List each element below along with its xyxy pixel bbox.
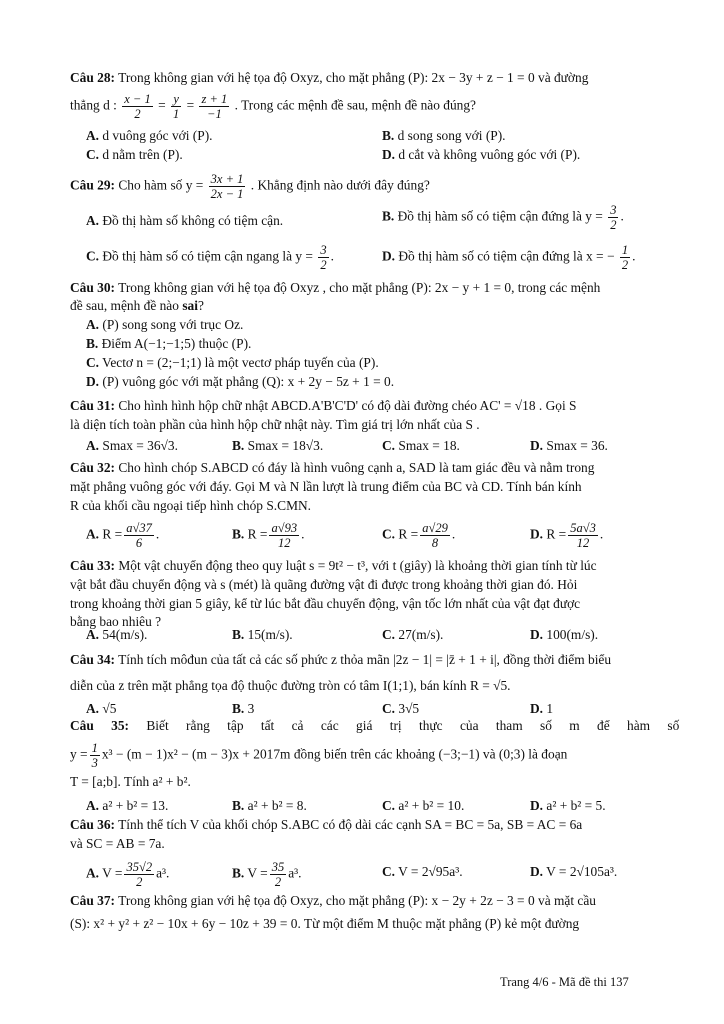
q34-option-c: C. 3√5 [382,701,420,716]
q36-option-c: C. V = 2√95a³. [382,864,463,879]
q28-label: Câu 28: [70,70,116,85]
q35-option-b: B. a² + b² = 8. [232,798,307,813]
q34-option-d: D. 1 [530,701,554,716]
q28-frac2: $\frac{y}{1}$ [172,92,180,121]
q31-option-d: D. Smax = 36. [530,438,608,453]
q31-label: Câu 31: [70,398,116,413]
q32-option-a: A. R = $\frac{a√37}{6}$ . [86,521,160,550]
q30-line2: đề sau, mệnh đề nào sai? [70,298,204,313]
q28-line1 [70,68,656,87]
q35-label: Câu 35: [70,718,130,733]
q31-line2: là diện tích toàn phần của hình hộp chữ nhật này. Tìm giá trị lớn nhất của S . [70,417,480,432]
q36-option-b: B. V = $\frac{35}{2}$ a³. [232,860,302,889]
q35-line2: y = $\frac{1}{3}$ x³ − (m − 1)x² − (m − 3)x + 2017m đồng biến trên các khoảng (−3;−1) và (0;3) là đoạn [70,741,568,770]
q35-option-a: A. a² + b² = 13. [86,798,169,813]
q34-line1: Câu 34: Tính tích môđun của tất cả các số phức z thỏa mãn |2z − 1| = |z̄ + 1 + i|, đồng thời điểm biểu [70,652,612,667]
q30-option-c: C. Vectơ n = (2;−1;1) là một vectơ pháp tuyến của (P). [86,355,379,370]
q28-option-c: C. d nằm trên (P). [86,147,183,162]
q35-line1: Câu 35: Biết rằng tập tất cả các giá trị thực của tham số m để hàm số [70,718,680,733]
q33-option-c: C. 27(m/s). [382,627,444,642]
q36-option-d: D. V = 2√105a³. [530,864,618,879]
q36-label: Câu 36: [70,817,116,832]
q29-label: Câu 29: [70,177,116,193]
q32-line1: Câu 32: Cho hình chóp S.ABCD có đáy là hình vuông cạnh a, SAD là tam giác đều và nằm trong [70,460,595,475]
q32-label: Câu 32: [70,460,116,475]
q36-option-a: A. V = $\frac{35√2}{2}$ a³. [86,860,170,889]
q36-line1: Câu 36: Tính thể tích V của khối chóp S.ABC có độ dài các cạnh SA = BC = 5a, SB = AC = 6a [70,817,583,832]
q31-option-b: B. Smax = 18√3. [232,438,324,453]
q35-option-d: D. a² + b² = 5. [530,798,606,813]
q36-line2: và SC = AB = 7a. [70,836,165,851]
q31-option-c: C. Smax = 18. [382,438,460,453]
q28-frac1: $\frac{x - 1}{2}$ [124,92,151,121]
q31-line1: Câu 31: Cho hình hình hộp chữ nhật ABCD.A'B'C'D' có độ dài đường chéo AC' = √18 . Gọi S [70,398,577,413]
q33-label: Câu 33: [70,558,116,573]
q33-line1: Câu 33: Một vật chuyển động theo quy luật s = 9t² − t³, với t (giây) là khoảng thời gian tính từ lúc [70,558,597,573]
q35-option-c: C. a² + b² = 10. [382,798,465,813]
q33-line4: bằng bao nhiêu ? [70,614,162,629]
q28-option-b: B. d song song với (P). [382,128,506,143]
q34-line2: diễn của z trên mặt phẳng tọa độ thuộc đường tròn có tâm I(1;1), bán kính R = √5. [70,678,511,693]
q29-option-d: D. Đồ thị hàm số có tiệm cận đứng là x = − $\frac{1}{2}$ . [382,243,636,272]
q34-option-a: A. √5 [86,701,117,716]
q35-line3: T = [a;b]. Tính a² + b². [70,774,191,789]
q32-line2: mặt phẳng vuông góc với đáy. Gọi M và N lần lượt là trung điểm của BC và CD. Tính bán kính [70,479,582,494]
q29-option-b: B. Đồ thị hàm số có tiệm cận đứng là y = $\frac{3}{2}$ . [382,203,624,232]
q37-label: Câu 37: [70,893,116,908]
q28-frac3: $\frac{z + 1}{-1}$ [201,92,228,121]
q28-option-d: D. d cắt và không vuông góc với (P). [382,147,581,162]
q30-line1: Câu 30: Trong không gian với hệ tọa độ Oxyz , cho mặt phẳng (P): 2x − y + 1 = 0, trong các mệnh [70,280,601,295]
q28-line2: thẳng d : $\frac{x - 1}{2}$ = $\frac{y}{1}$ = $\frac{z + 1}{-1}$ . Trong các mệnh đề sau, mệnh đề nào đúng? [70,92,476,121]
q28-option-a: A. d vuông góc với (P). [86,128,213,143]
q32-line3: R của khối cầu ngoại tiếp hình chóp S.CMN. [70,498,311,513]
q33-line3: trong khoảng thời gian 5 giây, kể từ lúc bắt đầu chuyển động, vận tốc lớn nhất của vật đạt được [70,596,581,611]
q31-option-a: A. Smax = 36√3. [86,438,178,453]
q33-option-d: D. 100(m/s). [530,627,599,642]
q30-option-b: B. Điểm A(−1;−1;5) thuộc (P). [86,336,252,351]
q34-label: Câu 34: [70,652,116,667]
q30-option-d: D. (P) vuông góc với mặt phẳng (Q): x + 2y − 5z + 1 = 0. [86,374,395,389]
q32-option-c: C. R = $\frac{a√29}{8}$ . [382,521,456,550]
q30-option-a: A. (P) song song với trục Oz. [86,317,244,332]
q29-option-c: C. Đồ thị hàm số có tiệm cận ngang là y = $\frac{3}{2}$ . [86,243,334,272]
q32-option-d: D. R = $\frac{5a√3}{12}$ . [530,521,604,550]
q33-option-b: B. 15(m/s). [232,627,293,642]
page-footer: Trang 4/6 - Mã đề thi 137 [500,975,629,989]
q28-prefix: thẳng d : [70,97,117,113]
q37-line2: (S): x² + y² + z² − 10x + 6y − 10z + 39 = 0. Từ một điểm M thuộc mặt phẳng (P) kẻ một đường [70,916,580,931]
q30-label: Câu 30: [70,280,116,295]
q28-suffix: . Trong các mệnh đề sau, mệnh đề nào đúng? [234,97,476,113]
q29-option-a: A. Đồ thị hàm số không có tiệm cận. [86,213,284,228]
q29-line1: Câu 29: Cho hàm số y = $\frac{3x + 1}{2x - 1}$ . Khẳng định nào dưới đây đúng? [70,172,430,201]
q37-line1: Câu 37: Trong không gian với hệ tọa độ Oxyz, cho mặt phẳng (P): x − 2y + 2z − 3 = 0 và mặt cầu [70,893,596,908]
q34-option-b: B. 3 [232,701,255,716]
q28-text1: Trong không gian với hệ tọa độ Oxyz, cho mặt phẳng (P): 2x − 3y + z − 1 = 0 và đường [118,70,589,85]
q33-option-a: A. 54(m/s). [86,627,148,642]
q32-option-b: B. R = $\frac{a√93}{12}$ . [232,521,305,550]
q33-line2: vật bắt đầu chuyển động và s (mét) là quãng đường vật đi được trong khoảng thời gian đó. Hỏi [70,577,578,592]
q29-frac: $\frac{3x + 1}{2x - 1}$ [210,172,244,201]
